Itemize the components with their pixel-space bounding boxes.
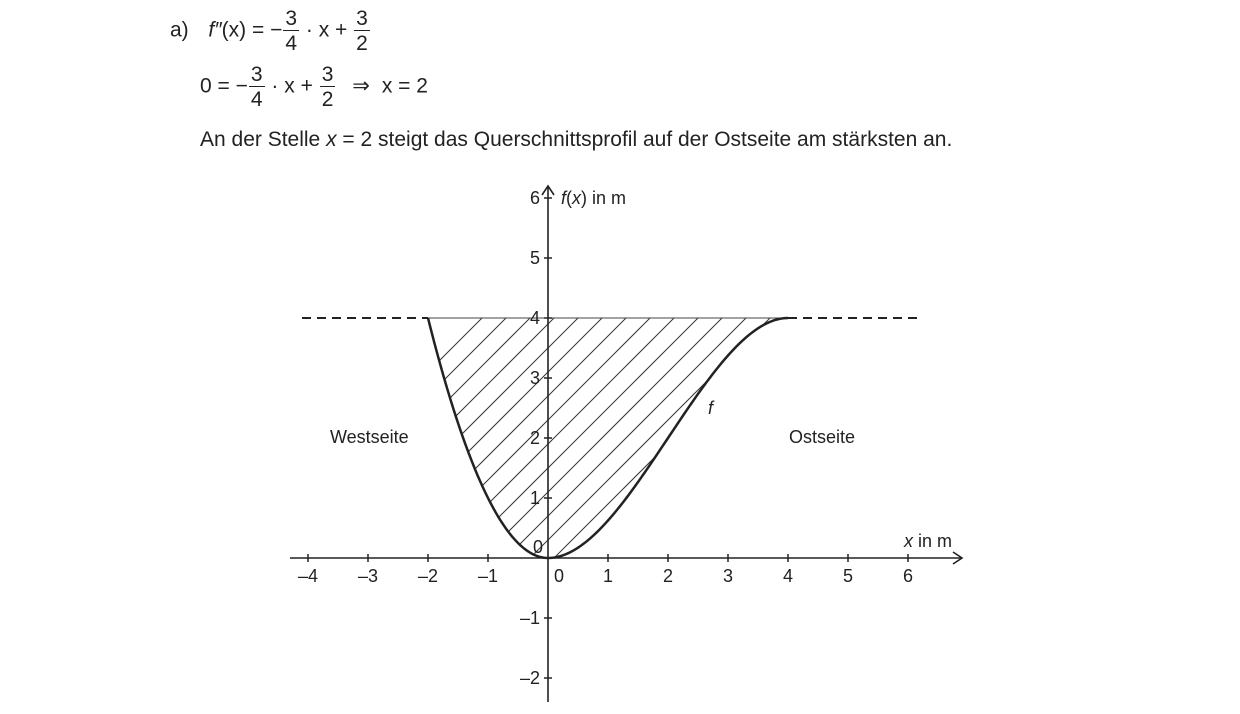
zero-equals-minus: 0 = −: [200, 74, 248, 98]
hatch-line: [320, 200, 720, 600]
hatch-line: [920, 200, 1240, 600]
fraction-three-quarters: $\frac{3}{4}$: [250, 63, 263, 111]
hatch-line: [680, 200, 1080, 600]
subtask-label: a): [170, 18, 189, 42]
fraction-three-quarters: $\frac{3}{4}$: [285, 7, 298, 55]
hatch-line: [560, 200, 960, 600]
x-tick-label: –4: [297, 566, 319, 586]
y-tick-label: 3: [529, 368, 540, 388]
fraction-three-halves: $\frac{3}{2}$: [356, 7, 368, 55]
hatch-line: [944, 200, 1240, 600]
y-axis-label: f(x) in m: [561, 188, 627, 208]
hatch-line: [752, 200, 1152, 600]
y-tick-label: 2: [529, 428, 540, 448]
hatch-line: [296, 200, 696, 600]
x-tick-label: 6: [902, 566, 914, 586]
hatch-line: [272, 200, 672, 600]
y-tick-label: 0: [532, 537, 543, 557]
x-tick-label: 5: [842, 566, 854, 586]
x-tick-label: 0: [553, 566, 565, 586]
y-tick-label: 1: [529, 488, 540, 508]
x-tick-label: –3: [357, 566, 379, 586]
argument: (x): [221, 18, 247, 42]
x-tick-label: –2: [417, 566, 439, 586]
equals-minus: = −: [246, 18, 283, 42]
implies-arrow: ⇒: [352, 74, 370, 98]
result: x = 2: [381, 74, 428, 98]
hatch-line: [224, 200, 624, 600]
westseite-label: Westseite: [330, 427, 409, 447]
east-profile-curve-f: [548, 318, 788, 558]
hatch-line: [992, 200, 1240, 600]
hatch-line: [824, 200, 1224, 600]
hatch-line: [656, 200, 1056, 600]
times-x-plus: · x +: [265, 74, 319, 98]
sentence-variable: x: [326, 128, 337, 151]
y-tick-label: 5: [529, 248, 540, 268]
sentence-end: = 2 steigt das Querschnittsprofil auf der Ostseite am stärksten an.: [336, 128, 953, 151]
hatch-line: [464, 200, 864, 600]
hatch-line: [392, 200, 792, 600]
sentence-start: An der Stelle: [200, 128, 327, 151]
times-x-plus: · x +: [300, 18, 354, 42]
hatch-line: [536, 200, 936, 600]
hatch-line: [968, 200, 1240, 600]
hatched-area: [200, 200, 1240, 600]
hatch-line: [776, 200, 1176, 600]
x-tick-label: –1: [477, 566, 499, 586]
y-tick-label: 6: [529, 188, 540, 208]
x-tick-label: 4: [782, 566, 794, 586]
fraction-three-halves: $\frac{3}{2}$: [321, 63, 334, 111]
y-tick-label: –2: [519, 668, 540, 688]
x-tick-label: 3: [722, 566, 734, 586]
hatch-line: [632, 200, 1032, 600]
hatch-line: [416, 200, 816, 600]
hatch-line: [344, 200, 744, 600]
curve-label-f: f: [708, 398, 714, 418]
y-tick-label: –1: [519, 608, 540, 628]
x-tick-label: 2: [662, 566, 674, 586]
hatch-line: [440, 200, 840, 600]
hatch-line: [800, 200, 1200, 600]
y-tick-label: 4: [529, 308, 540, 328]
x-tick-label: 1: [602, 566, 614, 586]
ostseite-label: Ostseite: [789, 427, 856, 447]
x-axis-label: x in m: [903, 531, 952, 551]
second-derivative-symbol: f″: [208, 18, 222, 42]
